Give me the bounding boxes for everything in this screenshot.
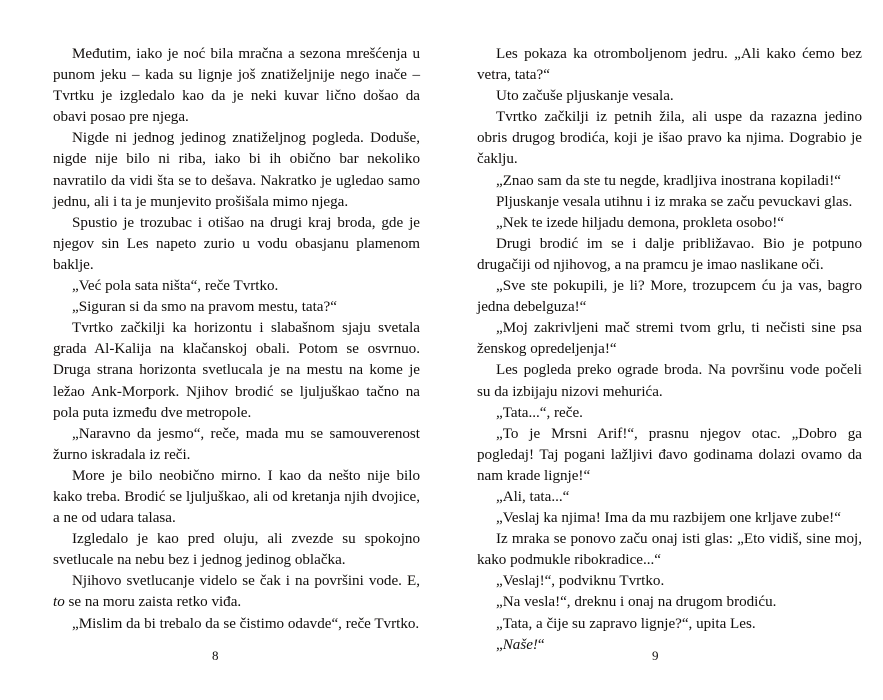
paragraph: „Naravno da jesmo“, reče, mada mu se samouverenost žurno iskradala iz reči. (53, 425, 420, 463)
paragraph: Uto začuše pljuskanje vesala. (496, 88, 674, 105)
paragraph-with-emphasis: Njihovo svetlucanje videlo se čak i na površini vode. E, to se na moru zaista retko viđa. (53, 573, 420, 611)
left-page-body (53, 44, 420, 635)
paragraph: „Na vesla!“, dreknu i onaj na drugom brodiću. (496, 594, 777, 611)
paragraph: „Moj zakrivljeni mač stremi tvom grlu, ti nečisti sine psa ženskog opredeljenja!“ (477, 320, 862, 358)
folio-row (0, 648, 883, 668)
paragraph: Spustio je trozubac i otišao na drugi kraj broda, gde je njegov sin Les napeto zurio u vodu obasjanu plamenom baklje. (53, 214, 420, 273)
paragraph: Les pokaza ka otromboljenom jedru. „Ali kako ćemo bez vetra, tata?“ (477, 46, 862, 84)
paragraph: Međutim, iako je noć bila mračna a sezona mrešćenja u punom jeku – kada su lignje još znatiželjnije nego inače – Tvrtku je izgledalo kao da je neki kuvar lično došao da obavi posao pre njega. (53, 46, 420, 126)
right-page-body (477, 44, 862, 656)
paragraph: „Sve ste pokupili, je li? More, trozupcem ću ja vas, bagro jedna debelguza!“ (477, 278, 862, 316)
paragraph: „Veslaj!“, podviknu Tvrtko. (496, 573, 665, 590)
paragraph: Izgledalo je kao pred oluju, ali zvezde su spokojno svetlucale na nebu bez i jednog jedinog oblačka. (53, 531, 420, 569)
paragraph: „Mislim da bi trebalo da se čistimo odavde“, reče Tvrtko. (72, 615, 420, 632)
page-number-left: 8 (212, 648, 219, 663)
paragraph: „Tata, a čije su zapravo lignje?“, upita Les. (496, 615, 756, 632)
page-number-right: 9 (652, 648, 659, 663)
paragraph: Les pogleda preko ograde broda. Na površinu vode počeli su da izbijaju nizovi mehurića. (477, 362, 862, 400)
emphasised-text: to (53, 594, 65, 611)
paragraph: „Nek te izede hiljadu demona, prokleta osobo!“ (496, 214, 784, 231)
paragraph: Tvrtko začkilji iz petnih žila, ali uspe da razazna jedino obris drugog brodića, koji je išao pravo ka njima. Dograbio je čaklju. (477, 109, 862, 168)
paragraph: „Siguran si da smo na pravom mestu, tata?“ (72, 299, 337, 316)
paragraph: Tvrtko začkilji ka horizontu i slabašnom sjaju svetala grada Al-Kalija na klačanskoj obali. Potom se osvrnuo. Druga strana horizonta svetlucala je na mestu na kome je ležao Ank-Morpork. Njihov brodić se ljuljuškao tačno na pola puta između dve metropole. (53, 320, 420, 421)
paragraph: Drugi brodić im se i dalje približavao. Bio je potpuno drugačiji od njihovog, a na pramcu je imao naslikane oči. (477, 235, 862, 273)
paragraph: „Znao sam da ste tu negde, kradljiva inostrana kopiladi!“ (496, 172, 841, 189)
paragraph-with-emphasis: „Naše!“ (496, 636, 545, 653)
paragraph: „Tata...“, reče. (496, 404, 583, 421)
right-page (441, 44, 883, 656)
paragraph: „Već pola sata ništa“, reče Tvrtko. (72, 278, 279, 295)
paragraph: More je bilo neobično mirno. I kao da nešto nije bilo kako treba. Brodić se ljuljuškao, ali od kretanja njih dvojice, a ne od udara talasa. (53, 467, 420, 527)
paragraph: „To je Mrsni Arif!“, prasnu njegov otac. „Dobro ga pogledaj! Taj pogani lažljivi đavo godinama dolazi ovamo da nam krade lignje!“ (477, 425, 862, 484)
paragraph: „Veslaj ka njima! Ima da mu razbijem one krljave zube!“ (496, 510, 841, 527)
spread-columns (0, 44, 883, 656)
paragraph: Iz mraka se ponovo začu onaj isti glas: „Eto vidiš, sine moj, kako podmukle ribokradice...“ (477, 531, 862, 569)
emphasised-text: Naše! (502, 636, 538, 653)
paragraph: Nigde ni jednog jedinog znatiželjnog pogleda. Doduše, nigde nije bilo ni riba, iako bi ih obično bar nekoliko navratilo da vidi šta se to dešava. Nakratko je ugledao samo jednu, ali i ta je munjevito prošišala mimo njega. (53, 130, 420, 210)
paragraph: „Ali, tata...“ (496, 488, 570, 505)
left-page (0, 44, 441, 635)
paragraph: Pljuskanje vesala utihnu i iz mraka se začu pevuckavi glas. (496, 193, 853, 210)
